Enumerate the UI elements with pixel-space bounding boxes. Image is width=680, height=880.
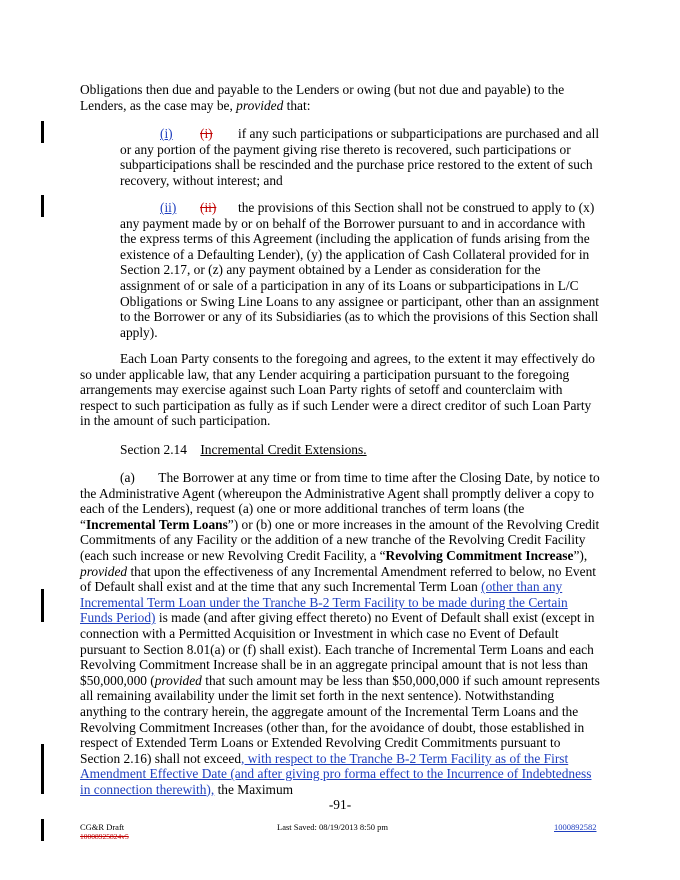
inserted-text: , with respect to the Tranche B-2 Term Facility as of the First Amendment Effective Date (and after giving pro forma effect to the Incurrence of Indebtedness in connection therewith), <box>80 750 592 797</box>
paragraph-incremental-extensions: (a) The Borrower at any time or from time to time after the Closing Date, by notice to the Administrative Agent (whereupon the Administrative Agent shall promptly deliver a copy to each of the Lenders), request (a) one or more additional tranches of term loans (the “Incremental Term Loans”) or (b) one or more increases in the amount of the Revolving Credit Commitments of any Facility or the addition of a new tranche of the Revolving Credit Facility (each such increase or new Revolving Credit Facility, a “Revolving Commitment Increase”), provided that upon the effectiveness of any Incremental Amendment referred to below, no Event of Default shall exist and at the time that any such Incremental Term Loan (other than any Incremental Term Loan under the Tranche B-2 Term Facility to be made during the Certain Funds Period) is made (and after giving effect thereto) no Event of Default shall exist (except in connection with a Permitted Acquisition or Investment in which case no Event of Default pursuant to Section 8.01(a) or (f) shall exist). Each tranche of Incremental Term Loans and each Revolving Commitment Increase shall be in an aggregate principal amount that is not less than $50,000,000 (provided that such amount may be less than $50,000,000 if such amount represents all remaining availability under the limit set forth in the next sentence). Notwithstanding anything to the contrary herein, the aggregate amount of the Incremental Term Loans and the Revolving Commitment Increases (other than, for the avoidance of doubt, those established in respect of Extended Term Loans or Extended Revolving Credit Commitments pursuant to Section 2.16) shall not exceed, with respect to the Tranche B-2 Term Facility as of the First Amendment Effective Date (and after giving pro forma effect to the Incurrence of Indebtedness in connection therewith), the Maximum <box>80 470 600 797</box>
change-bar <box>41 195 44 217</box>
inserted-clause-number: (ii) <box>160 200 177 215</box>
deleted-clause-number: (i) <box>200 126 213 141</box>
change-bar <box>41 589 44 622</box>
clause-ii: (ii) (ii) the provisions of this Section shall not be construed to apply to (x) any payment made by or on behalf of the Borrower pursuant to and in accordance with the express terms of this Agreement (including the application of funds arising from the existence of a Defaulting Lender), (y) the application of Cash Collateral provided for in Section 2.17, or (z) any payment obtained by a Lender as consideration for the assignment of or sale of a participation in any of its Loans or subparticipations in L/C Obligations or Swing Line Loans to any assignee or participant, other than an assignment to the Borrower or any of its Subsidiaries (as to which the provisions of this Section shall apply). <box>120 200 599 340</box>
draft-label: CG&R Draft <box>80 822 125 832</box>
paragraph-obligations: Obligations then due and payable to the Lenders or owing (but not due and payable) to the Lenders, as the case may be, provided that: <box>80 82 565 113</box>
inserted-clause-number: (i) <box>160 126 173 141</box>
footer-doc-id: 1000892582 <box>554 822 597 832</box>
change-bar <box>41 121 44 143</box>
deleted-clause-number: (ii) <box>200 200 217 215</box>
inserted-text: (other than any Incremental Term Loan under the Tranche B-2 Term Facility to be made during the Certain Funds Period) <box>80 579 568 626</box>
section-title: Incremental Credit Extensions. <box>200 442 367 457</box>
change-bar <box>41 819 44 841</box>
page-number: -91- <box>328 797 352 812</box>
footer-left <box>80 822 129 841</box>
deleted-doc-id: 10008925824v5 <box>80 832 129 841</box>
paragraph-loan-party-consent: Each Loan Party consents to the foregoing and agrees, to the extent it may effectively do so under applicable law, that any Lender acquiring a participation pursuant to the foregoing arrangements may exercise against such Loan Party rights of setoff and counterclaim with respect to such participation as fully as if such Lender were a direct creditor of such Loan Party in the amount of such participation. <box>80 351 595 429</box>
section-heading: Section 2.14 Incremental Credit Extensions. <box>120 442 367 457</box>
footer-last-saved: Last Saved: 08/19/2013 8:50 pm <box>277 822 388 832</box>
clause-i: (i) (i) if any such participations or subparticipations are purchased and all or any portion of the payment giving rise thereto is recovered, such participations or subparticipations shall be rescinded and the purchase price restored to the extent of such recovery, without interest; and <box>120 126 600 188</box>
change-bar <box>41 744 44 794</box>
